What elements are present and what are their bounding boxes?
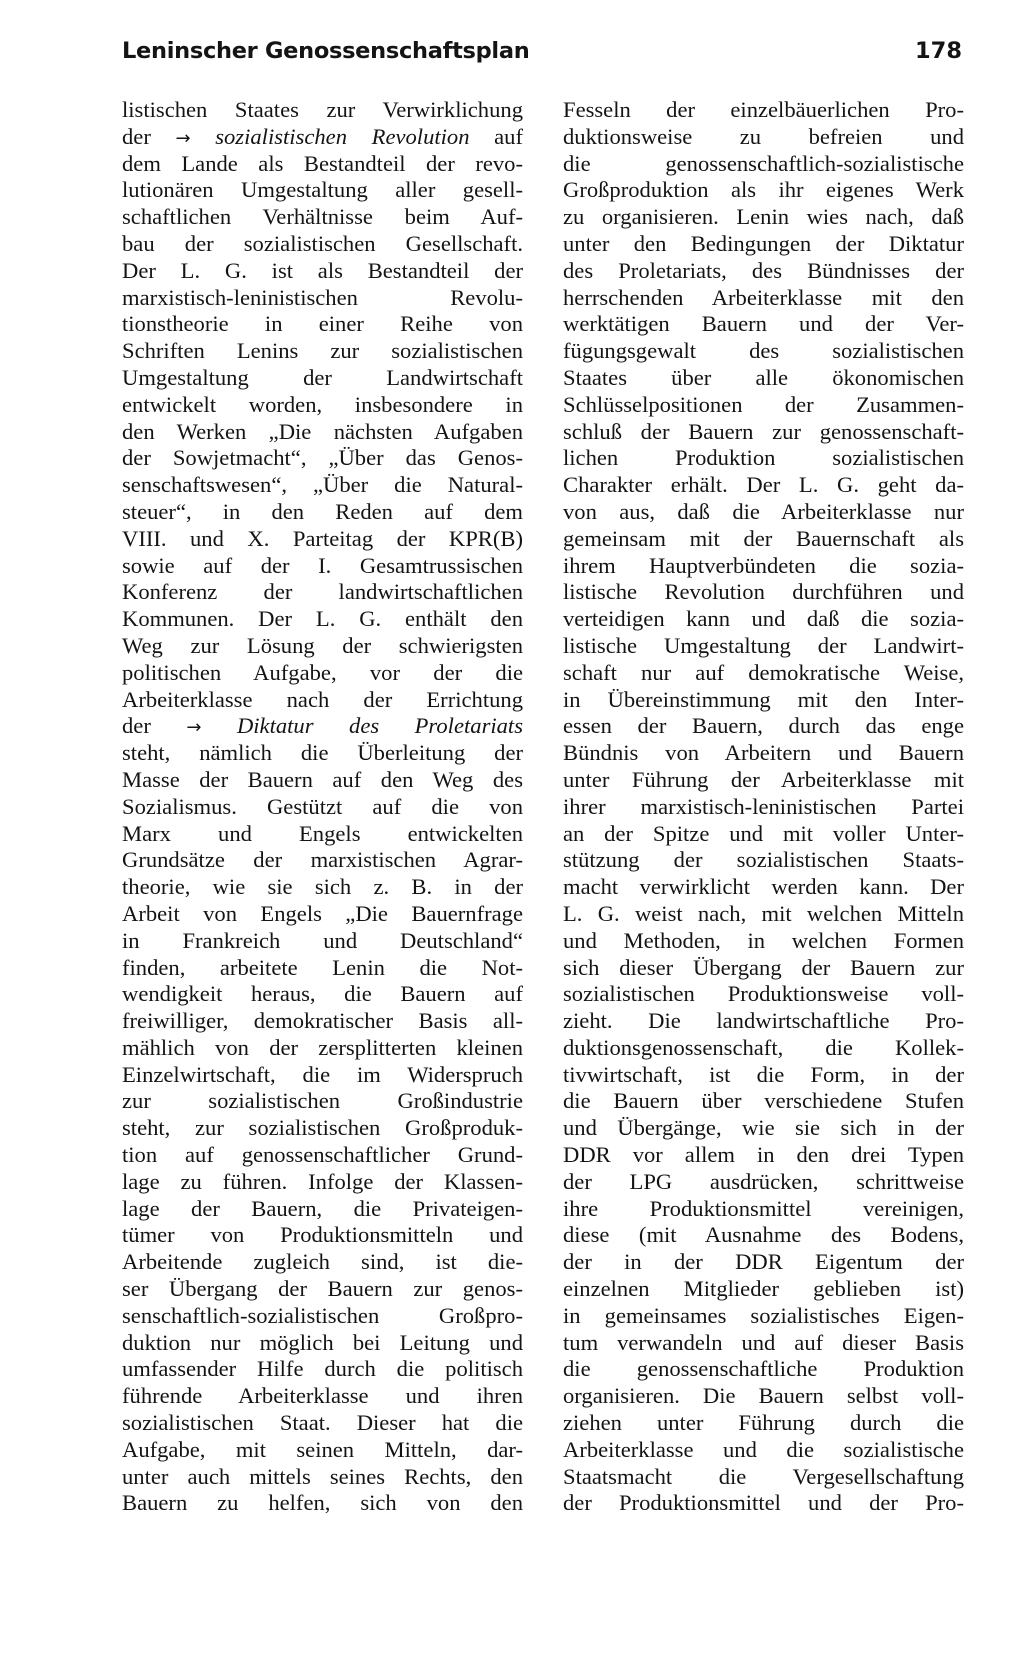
text-line: senschaftlich-sozialistischen Großpro- <box>122 1302 523 1328</box>
text-line: unter den Bedingungen der Diktatur <box>563 230 964 256</box>
text-line <box>122 124 523 151</box>
text-line: Staatsmacht die Vergesellschaftung <box>563 1463 964 1489</box>
text-line: Großproduktion als ihr eigenes Werk <box>563 177 964 203</box>
text-line: der Sowjetmacht“, „Über das Genos- <box>122 445 523 471</box>
text-line: Staates über alle ökonomischen <box>563 364 964 390</box>
text-line: listische Umgestaltung der Landwirt- <box>563 632 964 658</box>
text-fragment: auf <box>469 123 523 149</box>
text-line: ziehen unter Führung durch die <box>563 1410 964 1436</box>
text-line: duktionsweise zu befreien und <box>563 123 964 149</box>
text-line: macht verwirklicht werden kann. Der <box>563 874 964 900</box>
text-line: Der L. G. ist als Bestandteil der <box>122 257 523 283</box>
text-line: steuer“, in den Reden auf dem <box>122 498 523 524</box>
text-line: schluß der Bauern zur genossenschaft- <box>563 418 964 444</box>
text-line: marxistisch-leninistischen Revolu- <box>122 284 523 310</box>
text-line: ihrer marxistisch-leninistischen Partei <box>563 793 964 819</box>
text-line: Aufgabe, mit seinen Mitteln, dar- <box>122 1436 523 1462</box>
cross-reference-arrow-icon: → <box>186 717 202 739</box>
text-line: Masse der Bauern auf den Weg des <box>122 766 523 792</box>
text-line: tümer von Produktionsmitteln und <box>122 1222 523 1248</box>
text-line: Arbeitende zugleich sind, ist die- <box>122 1249 523 1275</box>
text-line: stützung der sozialistischen Staats- <box>563 847 964 873</box>
text-column-right <box>563 97 964 1517</box>
text-line: schaft nur auf demokratische Weise, <box>563 659 964 685</box>
text-line: DDR vor allem in den drei Typen <box>563 1142 964 1168</box>
text-line: organisieren. Die Bauern selbst voll- <box>563 1383 964 1409</box>
text-line: lage zu führen. Infolge der Klassen- <box>122 1168 523 1194</box>
text-line: diese (mit Ausnahme des Bodens, <box>563 1222 964 1248</box>
text-line: zieht. Die landwirtschaftliche Pro- <box>563 1008 964 1034</box>
text-line: Grundsätze der marxistischen Agrar- <box>122 847 523 873</box>
text-line: umfassender Hilfe durch die politisch <box>122 1356 523 1382</box>
text-line <box>122 713 523 740</box>
text-line: den Werken „Die nächsten Aufgaben <box>122 418 523 444</box>
text-line: wendigkeit heraus, die Bauern auf <box>122 981 523 1007</box>
text-line: tivwirtschaft, ist die Form, in der <box>563 1061 964 1087</box>
text-line: senschaftswesen“, „Über die Natural- <box>122 472 523 498</box>
text-line: an der Spitze und mit voller Unter- <box>563 820 964 846</box>
text-line: listischen Staates zur Verwirklichung <box>122 97 523 122</box>
text-line: tionstheorie in einer Reihe von <box>122 311 523 337</box>
text-line: in Frankreich und Deutschland“ <box>122 927 523 953</box>
text-line: lichen Produktion sozialistischen <box>563 445 964 471</box>
page-number: 178 <box>915 38 962 64</box>
text-line: finden, arbeitete Lenin die Not- <box>122 954 523 980</box>
text-line: ser Übergang der Bauern zur genos- <box>122 1276 523 1302</box>
text-fragment: der <box>122 713 187 739</box>
text-line: ihre Produktionsmittel vereinigen, <box>563 1195 964 1221</box>
text-line: listische Revolution durchführen und <box>563 579 964 605</box>
text-line: und Übergänge, wie sie sich in der <box>563 1115 964 1141</box>
text-line: Konferenz der landwirtschaftlichen <box>122 579 523 605</box>
cross-reference-term: Diktatur des Proletariats <box>201 713 524 739</box>
text-line: essen der Bauern, durch das enge <box>563 713 964 739</box>
text-line: tion auf genossenschaftlicher Grund- <box>122 1142 523 1168</box>
text-line: Sozialismus. Gestützt auf die von <box>122 793 523 819</box>
text-line: Umgestaltung der Landwirtschaft <box>122 364 523 390</box>
text-line: die genossenschaftliche Produktion <box>563 1356 964 1382</box>
text-line: in gemeinsames sozialistisches Eigen- <box>563 1302 964 1328</box>
text-line: fügungsgewalt des sozialistischen <box>563 338 964 364</box>
text-line: der LPG ausdrücken, schrittweise <box>563 1168 964 1194</box>
text-line: VIII. und X. Parteitag der KPR(B) <box>122 525 523 551</box>
text-line: verteidigen kann und daß die sozia- <box>563 606 964 632</box>
text-line: mählich von der zersplitterten kleinen <box>122 1034 523 1060</box>
running-head-title: Leninscher Genossenschaftsplan <box>122 38 530 64</box>
text-line: ihrem Hauptverbündeten die sozia- <box>563 552 964 578</box>
text-line: herrschenden Arbeiterklasse mit den <box>563 284 964 310</box>
cross-reference-term: sozialistischen Revolution <box>190 123 470 149</box>
text-line: entwickelt worden, insbesondere in <box>122 391 523 417</box>
text-fragment: der <box>122 123 176 149</box>
text-line: sozialistischen Produktionsweise voll- <box>563 981 964 1007</box>
text-line: die genossenschaftlich-sozialistische <box>563 150 964 176</box>
text-line: in Übereinstimmung mit den Inter- <box>563 686 964 712</box>
text-line: Bauern zu helfen, sich von den <box>122 1490 523 1516</box>
text-line: einzelnen Mitglieder geblieben ist) <box>563 1276 964 1302</box>
text-line: von aus, daß die Arbeiterklasse nur <box>563 498 964 524</box>
text-line: lage der Bauern, die Privateigen- <box>122 1195 523 1221</box>
text-line: Schriften Lenins zur sozialistischen <box>122 338 523 364</box>
text-line: zur sozialistischen Großindustrie <box>122 1088 523 1114</box>
text-line: Weg zur Lösung der schwierigsten <box>122 632 523 658</box>
text-line: Arbeit von Engels „Die Bauernfrage <box>122 900 523 926</box>
text-line: L. G. weist nach, mit welchen Mitteln <box>563 900 964 926</box>
text-line: steht, nämlich die Überleitung der <box>122 740 523 766</box>
cross-reference-arrow-icon: → <box>175 127 191 149</box>
text-line: unter auch mittels seines Rechts, den <box>122 1463 523 1489</box>
text-line: der Produktionsmittel und der Pro- <box>563 1490 964 1516</box>
text-line: Schlüsselpositionen der Zusammen- <box>563 391 964 417</box>
text-line: sozialistischen Staat. Dieser hat die <box>122 1410 523 1436</box>
text-line: werktätigen Bauern und der Ver- <box>563 311 964 337</box>
text-line: tum verwandeln und auf dieser Basis <box>563 1329 964 1355</box>
text-line: Bündnis von Arbeitern und Bauern <box>563 740 964 766</box>
text-line: unter Führung der Arbeiterklasse mit <box>563 766 964 792</box>
text-line: sich dieser Übergang der Bauern zur <box>563 954 964 980</box>
text-line: Einzelwirtschaft, die im Widerspruch <box>122 1061 523 1087</box>
text-line: Fesseln der einzelbäuerlichen Pro- <box>563 97 964 122</box>
text-line: theorie, wie sie sich z. B. in der <box>122 874 523 900</box>
text-line: duktion nur möglich bei Leitung und <box>122 1329 523 1355</box>
text-line: der in der DDR Eigentum der <box>563 1249 964 1275</box>
text-line: steht, zur sozialistischen Großproduk- <box>122 1115 523 1141</box>
text-line: schaftlichen Verhältnisse beim Auf- <box>122 204 523 230</box>
text-line: Arbeiterklasse und die sozialistische <box>563 1436 964 1462</box>
text-line: duktionsgenossenschaft, die Kollek- <box>563 1034 964 1060</box>
text-line: des Proletariats, des Bündnisses der <box>563 257 964 283</box>
text-line: Marx und Engels entwickelten <box>122 820 523 846</box>
text-column-left <box>122 97 523 1517</box>
text-line: zu organisieren. Lenin wies nach, daß <box>563 204 964 230</box>
page-header <box>122 38 962 78</box>
text-line: die Bauern über verschiedene Stufen <box>563 1088 964 1114</box>
text-line: sowie auf der I. Gesamtrussischen <box>122 552 523 578</box>
text-line: lutionären Umgestaltung aller gesell- <box>122 177 523 203</box>
text-line: bau der sozialistischen Gesellschaft. <box>122 230 523 256</box>
text-line: Charakter erhält. Der L. G. geht da- <box>563 472 964 498</box>
text-line: politischen Aufgabe, vor der die <box>122 659 523 685</box>
text-line: dem Lande als Bestandteil der revo- <box>122 150 523 176</box>
text-line: und Methoden, in welchen Formen <box>563 927 964 953</box>
text-line: Arbeiterklasse nach der Errichtung <box>122 686 523 712</box>
text-line: Kommunen. Der L. G. enthält den <box>122 606 523 632</box>
text-line: führende Arbeiterklasse und ihren <box>122 1383 523 1409</box>
text-line: gemeinsam mit der Bauernschaft als <box>563 525 964 551</box>
text-line: freiwilliger, demokratischer Basis all- <box>122 1008 523 1034</box>
